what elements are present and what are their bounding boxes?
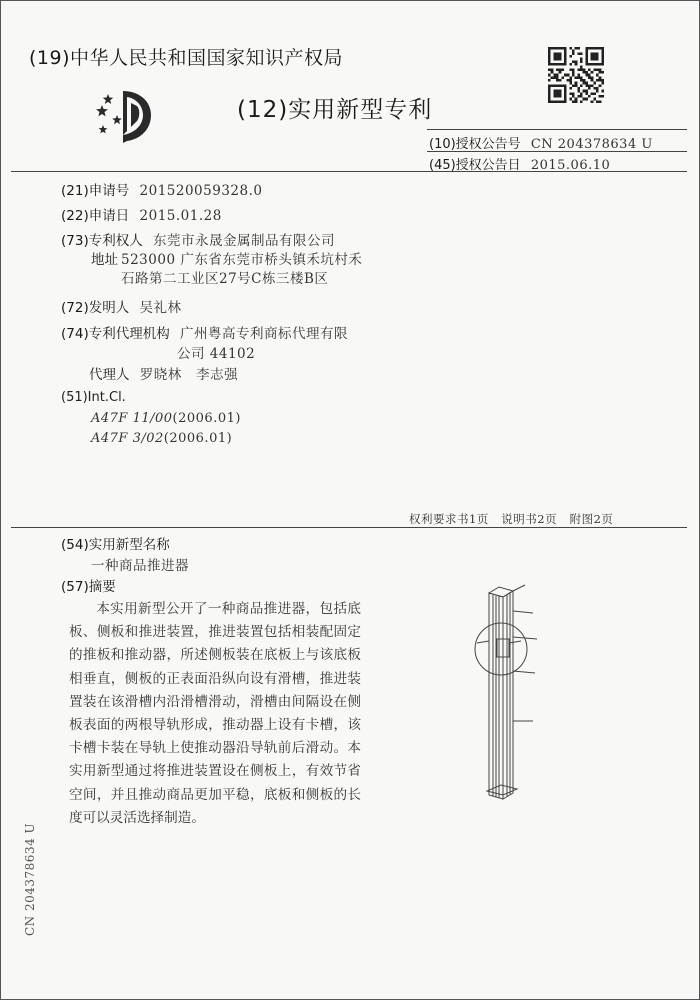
pages-info: 权利要求书1页 说明书2页 附图2页 <box>409 512 614 526</box>
side-publication-number: CN 204378634 U <box>23 822 37 936</box>
header-rule-main <box>11 171 687 172</box>
int-cl-version: (2006.01) <box>172 411 241 426</box>
address-label: 地址 <box>91 252 118 268</box>
address-line-1: 523000 广东省东莞市桥头镇禾坑村禾 <box>121 252 363 268</box>
application-number-label: (21)申请号 <box>61 183 130 199</box>
application-date: 2015.01.28 <box>139 208 222 224</box>
header-rule-2 <box>427 151 687 152</box>
agency-label: (74)专利代理机构 <box>61 326 170 342</box>
publication-date: 2015.06.10 <box>530 158 611 173</box>
qr-code <box>548 47 604 103</box>
inventor-label: (72)发明人 <box>61 300 130 316</box>
publication-number-row <box>429 133 653 152</box>
abstract-label: (57)摘要 <box>61 579 116 595</box>
int-cl-code: A47F 3/02 <box>91 431 164 446</box>
application-number: 201520059328.0 <box>139 183 263 199</box>
agency-name: 广州粤高专利商标代理有限 <box>180 326 349 342</box>
abstract-drawing <box>441 581 561 811</box>
patentee-row <box>61 229 335 249</box>
section-rule <box>11 527 687 528</box>
document-type: (12)实用新型专利 <box>237 97 433 123</box>
int-cl-version: (2006.01) <box>163 431 233 446</box>
address-line-2: 石路第二工业区27号C栋三楼B区 <box>121 271 329 287</box>
cnipa-emblem <box>93 87 159 147</box>
agent-label: 代理人 <box>89 367 130 383</box>
abstract-paragraph: 本实用新型公开了一种商品推进器，包括底板、侧板和推进装置，推进装置包括相装配固定的推板和推动器，所述侧板装在底板上与该底板相垂直，侧板的正表面沿纵向设有滑槽，推进装置装在该滑槽内沿滑槽滑动，滑槽由间隔设在侧板表面的两根导轨形成，推动器上设有卡槽，该卡槽卡装在导轨上使推动器沿导轨前后滑动。本实用新型通过将推进装置设在侧板上，有效节省空间，并且推动商品更加平稳，底板和侧板的长度可以灵活选择制造。 <box>69 601 361 826</box>
application-number-row <box>61 179 262 199</box>
abstract-text <box>69 598 361 830</box>
inventor-row <box>61 296 182 316</box>
publication-date-label: (45)授权公告日 <box>429 158 521 173</box>
agent-names: 罗晓林 李志强 <box>139 367 239 383</box>
application-date-label: (22)申请日 <box>61 208 130 224</box>
utility-model-name: 一种商品推进器 <box>91 558 189 574</box>
agency-name-line-2: 公司 44102 <box>177 346 256 362</box>
emblem-star-2 <box>103 94 113 104</box>
header-rule-1 <box>427 129 687 130</box>
emblem-star-4 <box>99 125 108 133</box>
publication-number: CN 204378634 U <box>530 137 653 152</box>
publication-number-label: (10)授权公告号 <box>429 137 521 152</box>
patentee-label: (73)专利权人 <box>61 233 143 249</box>
int-cl-entry <box>91 411 241 426</box>
utility-model-name-label: (54)实用新型名称 <box>61 537 170 553</box>
office-name: (19)中华人民共和国国家知识产权局 <box>29 47 344 69</box>
int-cl-entry <box>91 431 232 446</box>
agency-row <box>61 322 348 342</box>
agent-row <box>89 363 238 383</box>
patentee-name: 东莞市永晟金属制品有限公司 <box>153 233 336 249</box>
int-cl-code: A47F 11/00 <box>91 411 173 426</box>
int-cl-label: (51)Int.Cl. <box>61 390 126 405</box>
application-date-row <box>61 204 222 224</box>
emblem-star-3 <box>112 115 122 124</box>
inventor-name: 吴礼林 <box>139 300 182 316</box>
emblem-star-1 <box>96 105 108 116</box>
